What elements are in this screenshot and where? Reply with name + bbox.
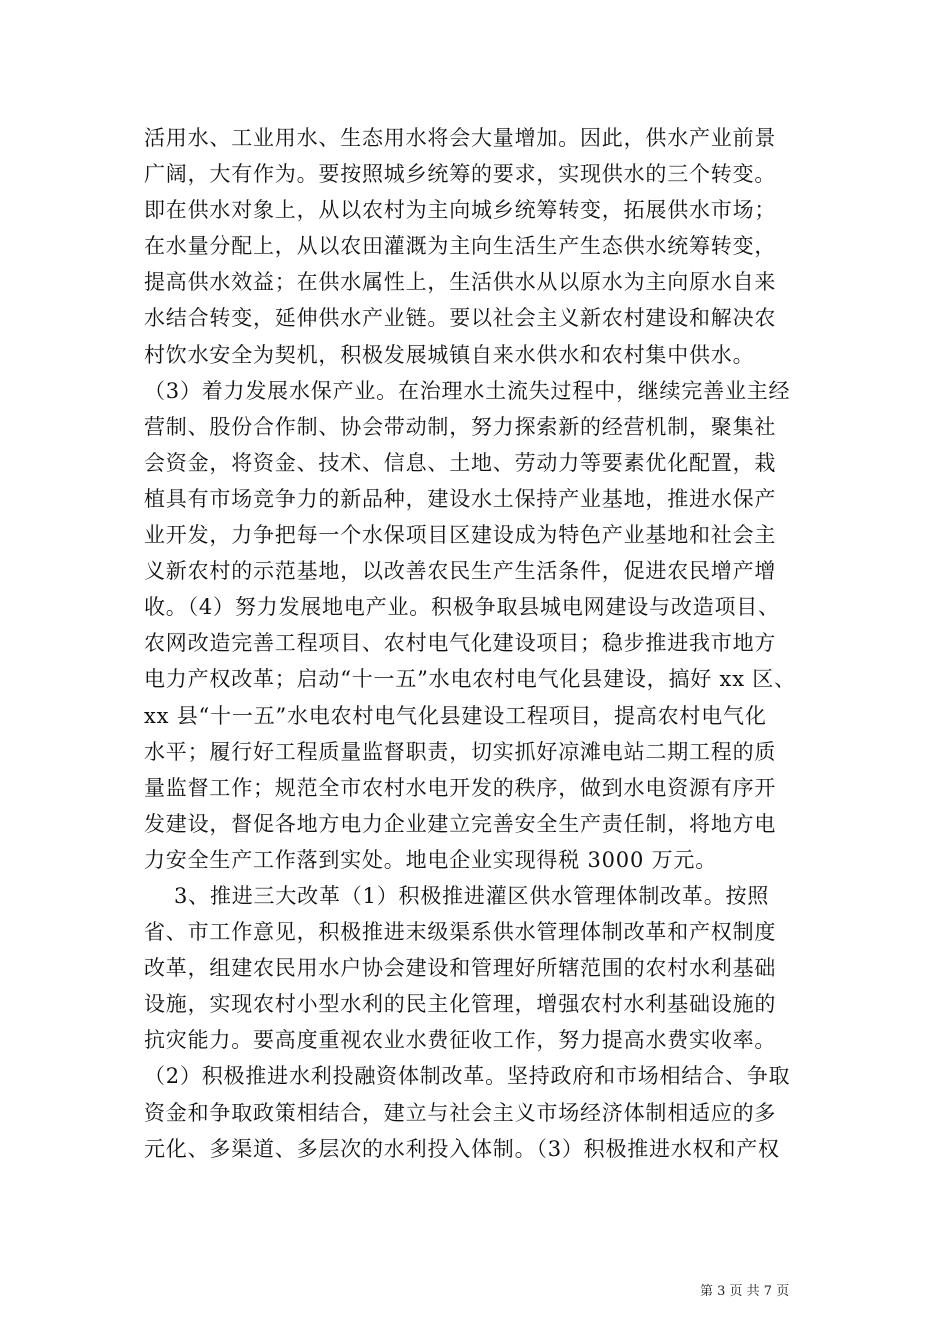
text-line: 元化、多渠道、多层次的水利投入体制。（3）积极推进水权和产权 [144, 1136, 780, 1161]
text-line: 会资金，将资金、技术、信息、土地、劳动力等要素优化配置，栽 [144, 450, 777, 475]
text-line: xx 县“十一五”水电农村电气化县建设工程项目，提高农村电气化 [144, 703, 767, 728]
text-line: 省、市工作意见，积极推进末级渠系供水管理体制改革和产权制度 [144, 920, 777, 945]
text-line: 发建设，督促各地方电力企业建立完善安全生产责任制，将地方电 [144, 811, 777, 836]
text-line: 植具有市场竞争力的新品种，建设水土保持产业基地，推进水保产 [144, 486, 777, 511]
text-line: 收。（4）努力发展地电产业。积极争取县城电网建设与改造项目、 [144, 595, 780, 620]
text-line: 力安全生产工作落到实处。地电企业实现得税 3000 万元。 [144, 847, 717, 872]
text-line: 设施，实现农村小型水利的民主化管理，增强农村水利基础设施的 [144, 992, 777, 1017]
text-line: 业开发，力争把每一个水保项目区建设成为特色产业基地和社会主 [144, 523, 777, 548]
document-body [144, 120, 814, 1167]
text-line: （3）着力发展水保产业。在治理水土流失过程中，继续完善业主经 [144, 378, 791, 403]
text-line: 即在供水对象上，从以农村为主向城乡统筹转变，拓展供水市场； [144, 198, 777, 223]
text-line: 义新农村的示范基地，以改善农民生产生活条件，促进农民增产增 [144, 559, 777, 584]
text-line: 营制、股份合作制、协会带动制，努力探索新的经营机制，聚集社 [144, 414, 777, 439]
text-line: 在水量分配上，从以农田灌溉为主向生活生产生态供水统筹转变， [144, 234, 777, 259]
text-line: 水结合转变，延伸供水产业链。要以社会主义新农村建设和解决农 [144, 306, 777, 331]
text-line: 水平；履行好工程质量监督职责，切实抓好凉滩电站二期工程的质 [144, 739, 777, 764]
text-line: 村饮水安全为契机，积极发展城镇自来水供水和农村集中供水。 [144, 342, 755, 367]
text-line: 电力产权改革；启动“十一五”水电农村电气化县建设，搞好 xx 区、 [144, 667, 796, 692]
page-number: 第 3 页 共 7 页 [700, 1284, 790, 1299]
text-line: 农网改造完善工程项目、农村电气化建设项目；稳步推进我市地方 [144, 631, 777, 656]
text-line: 提高供水效益；在供水属性上，生活供水从以原水为主向原水自来 [144, 270, 777, 295]
paragraph-start-line: 3、推进三大改革（1）积极推进灌区供水管理体制改革。按照 [174, 883, 770, 908]
text-line: 量监督工作；规范全市农村水电开发的秩序，做到水电资源有序开 [144, 775, 777, 800]
text-line: 资金和争取政策相结合，建立与社会主义市场经济体制相适应的多 [144, 1100, 777, 1125]
text-line: 广阔，大有作为。要按照城乡统筹的要求，实现供水的三个转变。 [144, 162, 777, 187]
text-line: 抗灾能力。要高度重视农业水费征收工作，努力提高水费实收率。 [144, 1028, 777, 1053]
text-line: （2）积极推进水利投融资体制改革。坚持政府和市场相结合、争取 [144, 1064, 791, 1089]
text-line: 改革，组建农民用水户协会建设和管理好所辖范围的农村水利基础 [144, 956, 777, 981]
text-line: 活用水、工业用水、生态用水将会大量增加。因此，供水产业前景 [144, 126, 777, 150]
